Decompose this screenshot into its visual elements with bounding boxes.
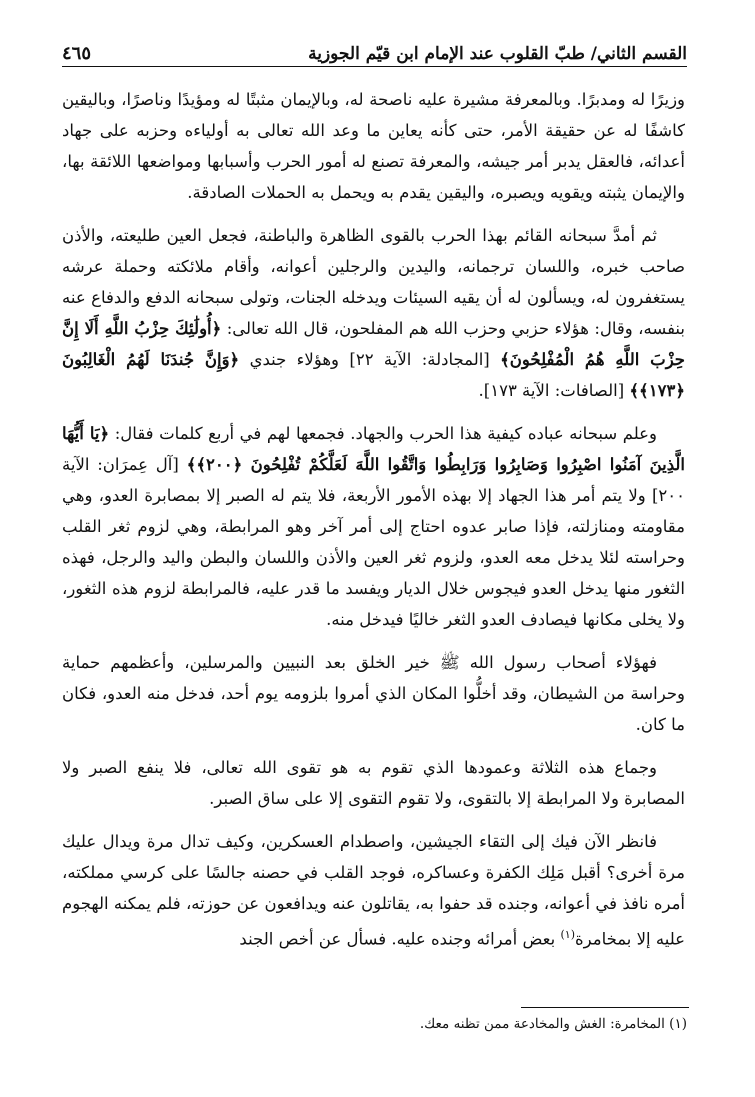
quran-verse-2: ﴿وَإِنَّ جُندَنَا لَهُمُ الْغَالِبُونَ ﴿١٧٣﴾﴾	[62, 350, 685, 400]
quran-verse-3: ﴿يَا أَيُّهَا الَّذِينَ آمَنُوا اصْبِرُوا وَصَابِرُوا وَرَابِطُوا وَاتَّقُوا اللَّهَ لَعَلَّكُمْ تُفْلِحُونَ ﴿٢٠٠﴾﴾	[62, 424, 686, 474]
body-text	[62, 84, 685, 967]
quran-verse-1: ﴿أُولَٰئِكَ حِزْبُ اللَّهِ أَلَا إِنَّ حِزْبَ اللَّهِ هُمُ الْمُفْلِحُونَ﴾	[62, 319, 686, 369]
quran-join: وهؤلاء جندي	[249, 350, 340, 369]
footnote-rule	[521, 1007, 689, 1008]
paragraph-2	[62, 220, 685, 406]
paragraph-3-tail: ولا يتم أمر هذا الجهاد إلا بهذه الأمور الأربعة، فلا يتم له الصبر إلا بمصابرة العدو، وهي مقاومته ومنازلته، فإذا صابر عدوه احتاج إلى أمر آخر وهو المرابطة، وهي لزوم ثغر القلب وحراسته لئلا يدخل معه العدو، ولزوم ثغر العين والأذن واللسان والبطن واليد والرجل، فهذه الثغور منها يدخل العدو فيجوس خلال الديار ويفسد ما قدر عليه، فالمرابطة لزوم هذه الثغور، ولا يخلى مكانها فيصادف العدو الثغر خاليًا فيدخل منه.	[62, 486, 685, 629]
paragraph-6-text: فانظر الآن فيك إلى التقاء الجيشين، واصطدام العسكرين، وكيف تدال مرة ويدال عليك مرة أخرى؟ أقبل مَلِك الكفرة وعساكره، فوجد القلب في حصنه جالسًا على كرسي مملكته، أمره نافذ في أعوانه، وجنده قد حفوا به، يقاتلون عنه ويدافعون عن حوزته، فلم يمكنه الهجوم عليه إلا بمخامرة	[62, 832, 685, 949]
paragraph-4: فهؤلاء أصحاب رسول الله ﷺ خير الخلق بعد النبيين والمرسلين، وأعظمهم حماية وحراسة من الشيطان، وقد أخلُّوا المكان الذي أمروا بلزومه يوم أحد، فدخل منه العدو، فكان ما كان.	[62, 653, 685, 734]
paragraph-5: وجماع هذه الثلاثة وعمودها الذي تقوم به هو تقوى الله تعالى، فلا ينفع الصبر ولا المصابرة ولا المرابطة إلا بالتقوى، ولا تقوم التقوى إلا على ساق الصبر.	[62, 758, 685, 808]
quran-ref-2: [الصافات: الآية ١٧٣].	[478, 381, 625, 400]
paragraph-6	[62, 826, 685, 955]
paragraph-3-text: وعلم سبحانه عباده كيفية هذا الحرب والجهاد. فجمعها لهم في أربع كلمات فقال:	[114, 424, 657, 443]
quran-ref-1: [المجادلة: الآية ٢٢]	[349, 350, 490, 369]
footnote: (١) المخامرة: الغش والمخادعة ممن تظنه معك.	[419, 1016, 687, 1032]
page-number: ٤٦٥	[62, 43, 92, 64]
paragraph-3	[62, 418, 685, 635]
paragraph-1: وزيرًا له ومدبرًا. وبالمعرفة مشيرة عليه ناصحة له، وبالإيمان مثبتًا له ومؤيدًا وناصرًا، وباليقين كاشفًا له عن حقيقة الأمر، حتى كأنه يعاين ما وعد الله تعالى به أولياءه وحزبه على جهاد أعدائه، فالعقل يدبر أمر جيشه، والمعرفة تصنع له أمور الحرب وأسبابها ومواضعها اللائقة بها، والإيمان يثبته ويقويه ويصبره، واليقين يقدم به ويحمل به الحملات الصادقة.	[62, 90, 685, 202]
header-rule	[62, 66, 687, 67]
footnote-marker[interactable]: (١)	[560, 928, 575, 941]
running-title: القسم الثاني/ طبّ القلوب عند الإمام ابن قيّم الجوزية	[308, 44, 687, 64]
paragraph-2-text: ثم أمدَّ سبحانه القائم بهذا الحرب بالقوى الظاهرة والباطنة، فجعل العين طليعته، والأذن صاحب خبره، واللسان ترجمانه، واليدين والرجلين أعوانه، وأقام ملائكته وحملة عرشه يستغفرون له، ويسألون له أن يقيه السيئات ويدخله الجنات، وتولى سبحانه الدفع والدفاع عنه بنفسه، وقال: هؤلاء حزبي وحزب الله هم المفلحون، قال الله تعالى:	[62, 226, 685, 338]
quran-ref-3: [آل عِمرَان: الآية ٢٠٠]	[62, 455, 685, 505]
page-header	[62, 34, 687, 64]
paragraph-6-tail: بعض أمرائه وجنده عليه. فسأل عن أخص الجند	[239, 929, 561, 949]
